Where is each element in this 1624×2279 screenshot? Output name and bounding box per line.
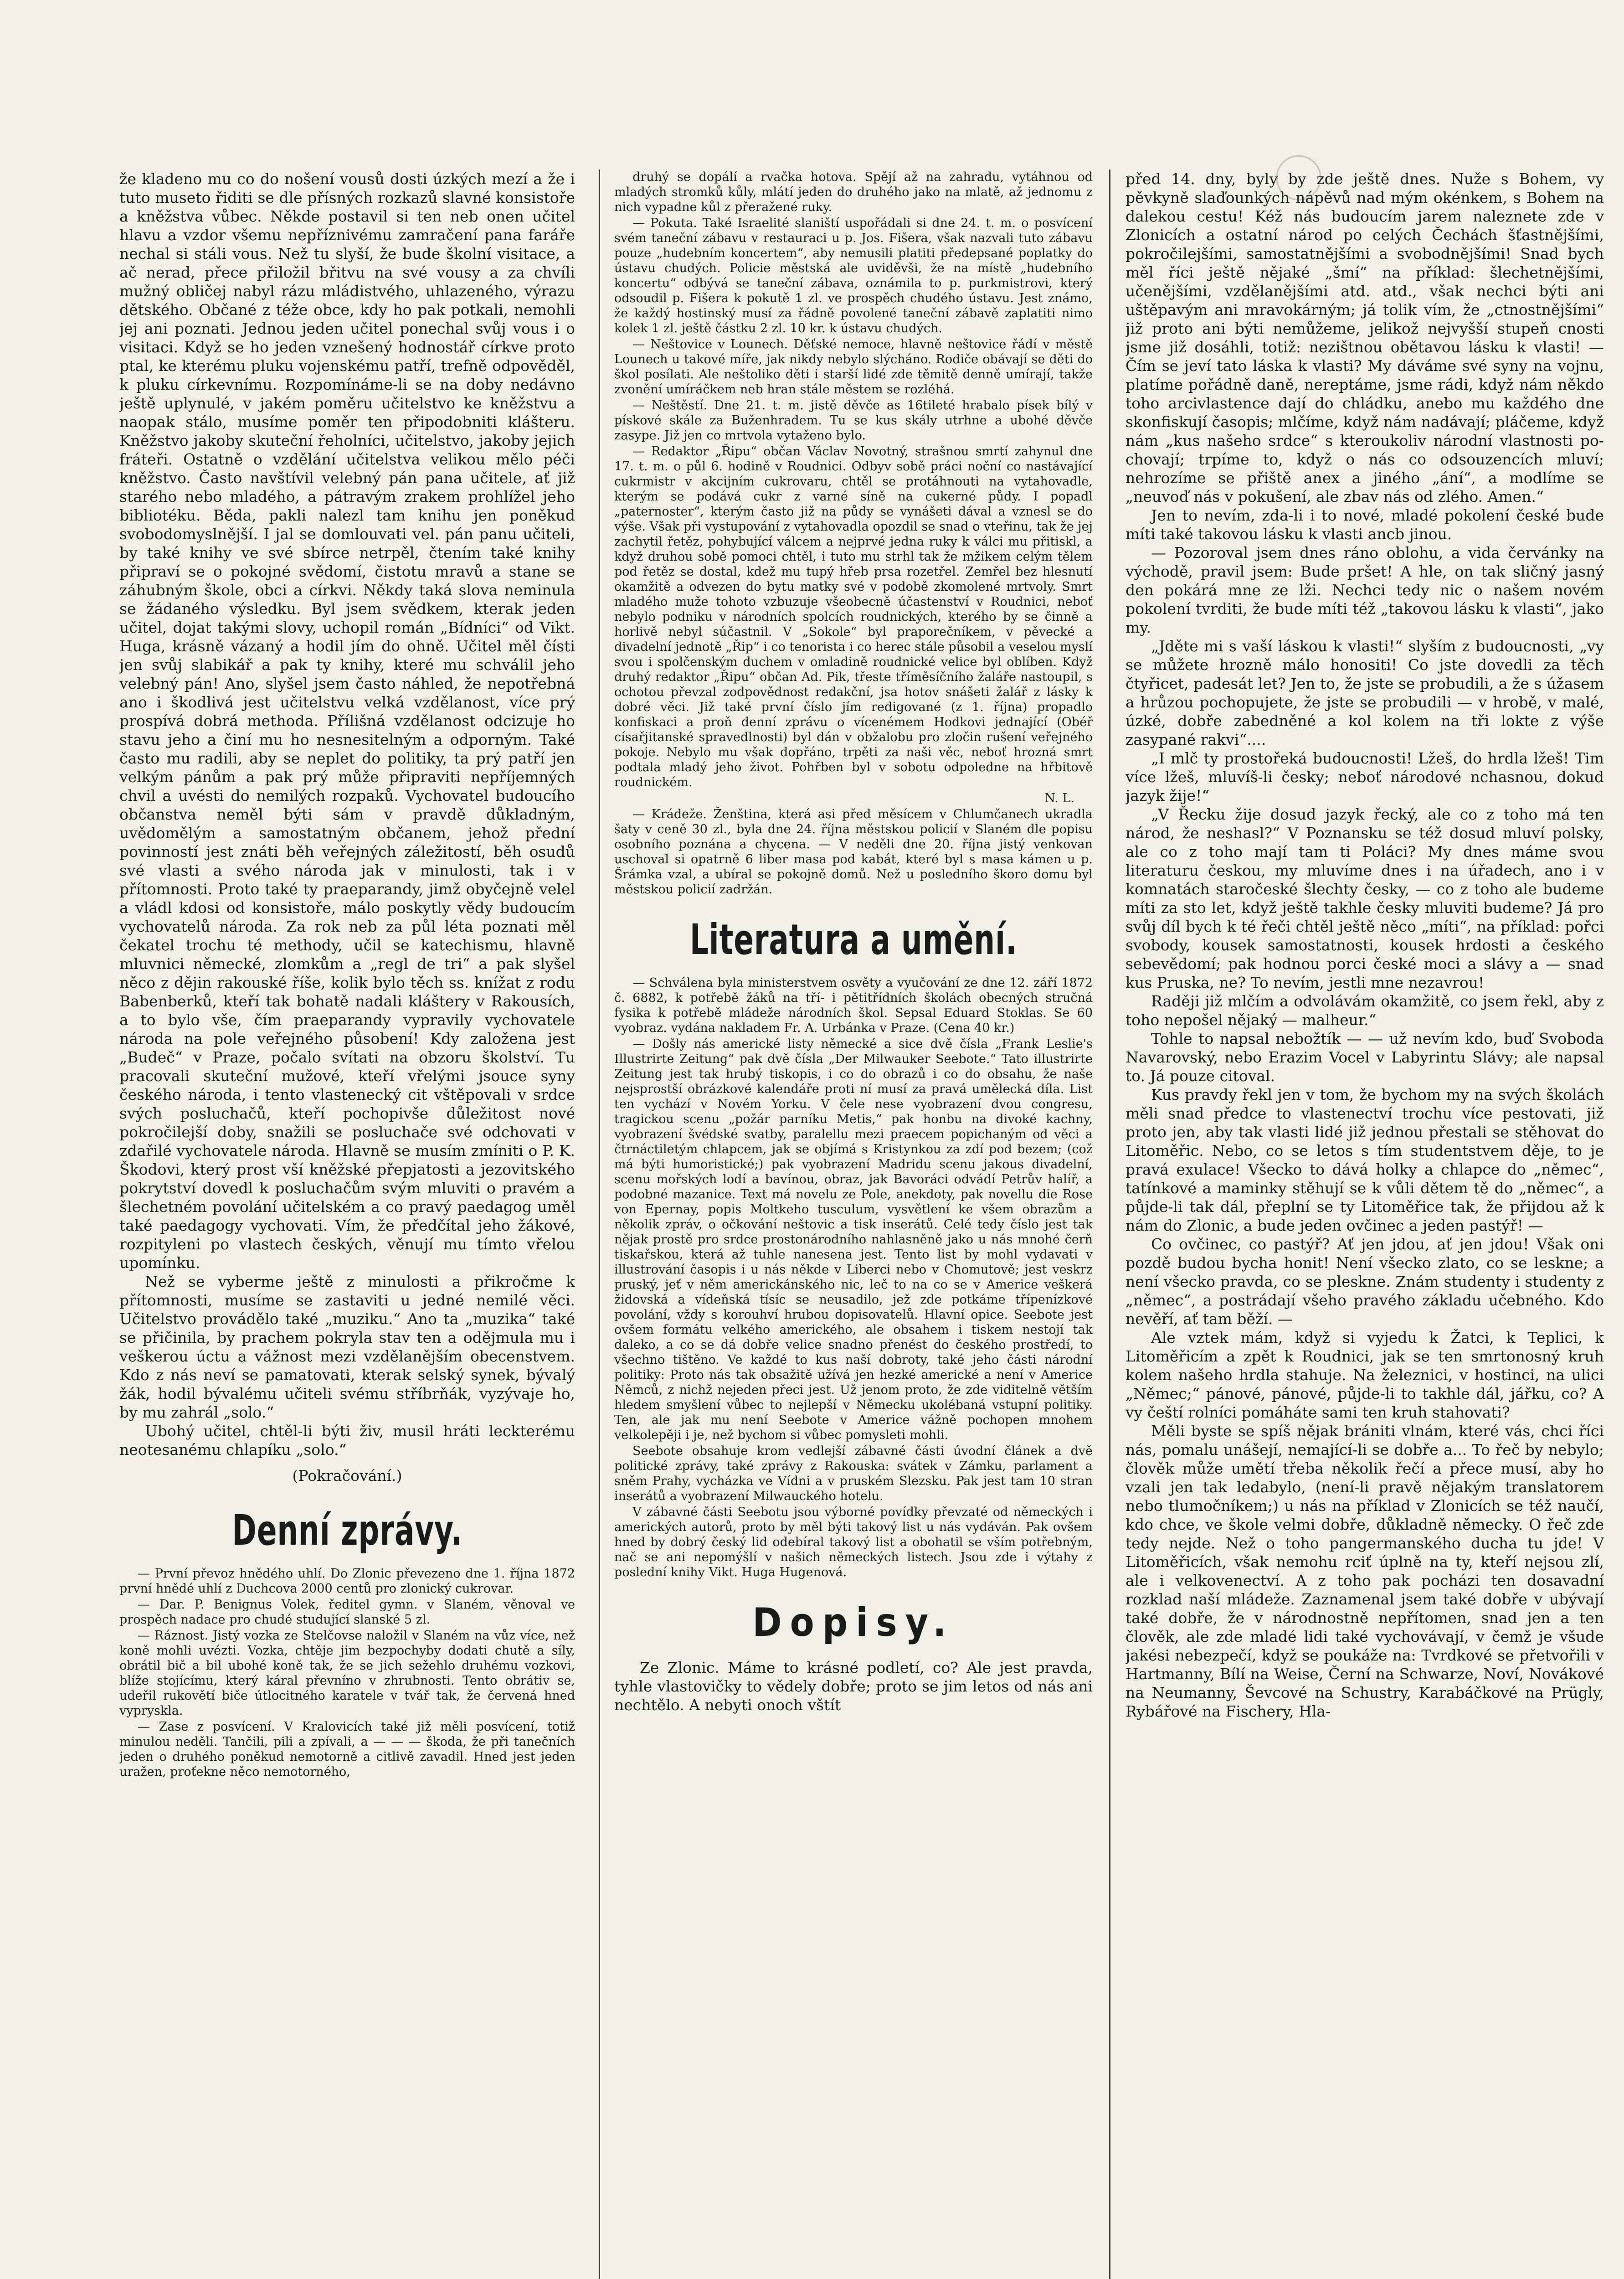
news-item: — Dar. P. Benignus Volek, ředitel gymn. v Slaném, věnoval ve prospěch nadace pro chudé studující slanské 5 zl. <box>119 1598 575 1627</box>
literature-item: Seebote obsahuje krom vedlejší zábavné části úvodní článek a dvě politické zprávy, také zprávy z Rakouska: svátek v Zámku, parlament a sněm Prahy, vycházka ve Vídni a v pruském Slezsku. Pak jest tam 10 stran inserátů a vyobrazení Milwauckého hotelu. <box>614 1444 1093 1503</box>
news-item: — První převoz hnědého uhlí. Do Zlonic převezeno dne 1. října 1872 první hnědé uhlí z Duchcova 2000 centů pro zlonický cukrovar. <box>119 1567 575 1596</box>
news-signature: N. L. <box>1044 791 1074 805</box>
letter-paragraph: Ze Zlonic. Máme to krásné podletí, co? Ale jest pravda, tyhle vlastovičky to vědely dobře; proto se jim letos od nás ani nechtělo. A nebyti onoch vštít <box>614 1659 1093 1714</box>
section-title-literature: Literatura a umění. <box>689 915 1018 964</box>
news-item: — Ráznost. Jistý vozka ze Stelčovse naložil v Slaném na vůz více, než koně mohli uvézti. Vozka, chtěje jim bezpochyby dodati chutě a síly, obrátil bič a bil ubohé koně tak, že se jich sežehlo druhému vozkovi, blíže stojícímu, který káral převníno v zhrubnosti. Tento obrátiv se, udeřil rukovětí biče útlocitného karatele v tvář tak, že červená hned vypryskla. <box>119 1629 575 1718</box>
column-right <box>1125 170 1604 2279</box>
column-divider <box>599 170 600 2279</box>
article-paragraph: Než se vyberme ještě z minulosti a přikročme k přítomnosti, musíme se zastaviti u jedné nemilé věci. Učitelstvo provádělo také „muziku.“ Ano ta „muzika“ také se přičinila, by prachem pokryla stav ten a odějmula mu i veškerou úctu a vážnost mezi vzdělanějším obecenstvem. Kdo z nás neví se pamatovati, kterak selský synek, bývalý žák, hodil bývalému učiteli svému stříbrňák, vyzývaje ho, by mu zahrál „solo.“ <box>119 1273 575 1421</box>
news-item: — Krádeže. Ženština, která asi před měsícem v Chlumčanech ukradla šaty v ceně 30 zl., byla dne 24. října městskou policií v Slaném dle popisu osobního poznána a chycena. — V neděli dne 20. října jistý venkovan uschoval si opatrně 6 liber masa pod kabát, které byl s masa kámen u p. Šrámka vzal, a ubíral se pokojně domů. Než u posledního škoro domu byl městskou policií zadržán. <box>614 807 1093 897</box>
literature-item: — Schválena byla ministerstvem osvěty a vyučování ze dne 12. září 1872 č. 6882, k potřebě žáků na tří- i pětitřídních školách obecných stručná fysika k potřebě mládeže národních škol. Sepsal Eduard Stoklas. Se 60 vyobraz. vydána nakladem Fr. A. Urbánka v Praze. (Cena 40 kr.) <box>614 976 1093 1035</box>
section-title-letters: Dopisy. <box>752 1600 955 1645</box>
news-item: — Zase z posvícení. V Kralovicích také již měli posvícení, totiž minulou neděli. Tančili, pili a zpívali, a — — — škoda, že při tanečních jeden o druhého poněkud nemotorně a citlivě zavadil. Hned jest jeden uražen, proťekne něco nemotorného, <box>119 1720 575 1779</box>
letter-paragraph: „V Řecku žije dosud jazyk řecký, ale co z toho má ten národ, že neshasl?“ V Poznansku se též dosud mluví polsky, ale co z toho mají tam ti Poláci? My dnes máme svou literaturu českou, my mluvíme dnes i na úřadech, ano i v komnatách staročeské šlechty česky, — co z toho ale budeme míti za sto let, když ještě takhle česky mluviti budeme? Já pro svůj díl bych k té řeči chtěl ještě něco „míti“, na příklad: pořci svobody, kousek samostatnosti, kousek hrdosti a českého sebevědomí; pak hodnou porci české moci a slávy a — snad kus Pruska, ne? To nevím, jestli mne nezavrou! <box>1125 805 1604 991</box>
news-list-continued <box>614 170 1093 897</box>
letter-paragraph: Tohle to napsal nebožtík — — už nevím kdo, buď Svoboda Navarovský, nebo Erazim Vocel v Labyrintu Slávy; ale napsal to. Já pouze citoval. <box>1125 1030 1604 1085</box>
library-stamp-icon <box>1271 150 1326 205</box>
article-paragraph: Ubohý učitel, chtěl-li býti živ, musil hráti leckterému neotesanému chlapíku „solo.“ <box>119 1422 575 1459</box>
continued-note: (Pokračování.) <box>292 1467 402 1485</box>
letter-paragraph: před 14. dny, byly by zde ještě dnes. Nuže s Bohem, vy pěvkyně slaďounkých nápěvů nad mým okénkem, s Bohem na dalekou cestu! Kéž nás budoucím jarem naleznete zde v Zlonicích a ostatní národ po celých Čechách šťastnějšími, pokročilejšími, samostatnějšími a svobodnějšími! Snad bych měl říci ještě nějaké „šmí“ na příklad: šlechetnějšími, učenějšími, vzdělanějšími atd. atd., však nechci býti ani uštěpavým ani mravokárným; já tolik vím, že „ctnostnějšími“ již proto ani býti nemůžeme, jelikož nejvyšší stupeň cnosti jsme již dosáhli, totiž: nezištnou obětavou lásku k vlasti! — Čím se jeví tato láska k vlasti? My dáváme své syny na vojnu, platíme pořádně daně, nereptáme, jsme rádi, když nám někdo toho arcivlastence dají do chládku, anebo mu každého dne skonfiskují časopis; mlčíme, když nám nadávají; pláčeme, když nám „kus našeho srdce“ s kteroukoliv národní vlastnosti po-chovají; trpíme to, když o nás co odsouzencích mluví; nehrozíme se přiště anex a jiného „ání“, a modlíme se „neuvoď nás v pokušení, ale zbav nás od zlého. Amen.“ <box>1125 170 1604 505</box>
article-paragraph: že kladeno mu co do nošení vousů dosti úzkých mezí a že i tuto museto řiditi se dle přísných rozkazů slavné konsistoře a kněžstva vůbec. Někde postavil si ten neb onen učitel hlavu a vzdor všemu nepříznivému zamračení pana faráře nechal si stáli vous. Než tu slyší, že bude školní visitace, a ač nerad, přece přiložil břitvu na své vousy a za chvíli mužný obličej nabyl rázu mládistvého, uhlazeného, výrazu dětského. Občané z téže obce, kdy ho pak potkali, nemohli jej ani poznati. Jednou jeden učitel ponechal svůj vous i o visitaci. Když se ho jeden vznešený hodnostář církve proto ptal, ke kterému pluku vojenskému patří, trefně odpověděl, k pluku církevnímu. Rozpomínáme-li se na doby nedávno ještě uplynulé, v jakém poměru učitelstvo ke kněžstvu a naopak stálo, musíme poměr ten připodobniti klášteru. Kněžstvo jakoby skuteční řeholníci, učitelstvo, jakoby jejich fráteři. Ostatně o vzdělání učitelstva velikou mělo péči kněžstvo. Často navštívil velebný pán pana učitele, ať již starého nebo mladého, a pátravým zrakem prohlížel jeho bibliotéku. Běda, pakli nalezl tam knihu jen poněkud svobodomyslnější. I jal se domlouvati vel. pán panu učiteli, by také knihy ve své sbírce netrpěl, čtením také knihy připraví se o pokojné svědomí, čistotu mravů a stane se záhubným škole, obci a církvi. Někdy taká slova neminula se žádaného výsledku. Byl jsem svědkem, kterak jeden učitel, dojat takými slovy, uchopil román „Bídníci“ od Vikt. Huga, krásně vázaný a hodil jím do ohně. Učitel měl čísti jen svůj slabikář a pak ty knihy, které mu schválil jeho velebný pán! Ano, slyšel jsem často náhled, že nepotřebná ano i škodlivá jest učitelstvu velká vzdělanost, více prý prospívá dobrá methoda. Přílišná vzdělanost odcizuje ho stavu jeho a činí mu ho nesnesitelným a odporným. Také často mu radili, aby se neplet do politiky, ta prý patří jen velkým pánům a pak prý může připraviti nepříjemných chvil a uvésti do nemilých rozpaků. Vychovatel budoucího občanstva neměl býti sám v pravdě důkladným, uvědomělým a samostatným občanem, jehož přední povinností jest znáti běh veřejných záležitostí, běh osudů své vlasti a svého národa jak v minulosti, tak i v přítomnosti. Proto také ty praeparandy, jimž obyčejně velel a vládl kdosi od konsistoře, málo poskytly vědy budoucím vychovatelů národa. Za rok neb za půl léta poznati měl čekatel trochu té methody, učil se katechismu, hlavně mluvnici německé, zlomkům a „regl de tri“ a pak slyšel něco z dějin rakouské říše, kolik bylo těch ss. knížat z rodu Babenberků, kteří tak bohatě nadali kláštery v Rakousích, a to bylo vše, čím praeparandy vypravily vychovatele národa na pole veřejného působení! Kdy založena jest „Budeč“ v Praze, počalo svítati na obzoru školství. Tu pracovali skuteční mužové, kteří vřelými jsouce syny českého národa, i tento vlastenecký cit vštěpovali v srdce svých posluchačů, kteří pochopivše důležitost nové pokročilejší doby, snažili se posluchače své odchovati v zdařilé vychovatele národa. Hlavně se musím zmíniti o P. K. Škodovi, který prost vší kněžské přepjatosti a jezovitského pokrytství dovedl k posluchačům svým mluviti o pravém a šlechetném povolání učitelském a co pravý paedagog uměl také paedagogy vychovati. Vím, že předčítal jeho žákové, rozpityleni po vlastech českých, věnují mu tímto vřelou upomínku. <box>119 170 575 1272</box>
literature-item: V zábavné části Seebotu jsou výborné povídky převzaté od německých i amerických autorů, proto by měl býti takový list u nás vydáván. Pak ovšem hned by dobrý český lid odebíral takový list a obohatil se vším potřebným, nač se ani nepomýšlí v našich německých listech. Jsou zde i výtahy z poslední knihy Vikt. Huga Hugenová. <box>614 1505 1093 1579</box>
letter-paragraph: „I mlč ty prostořeká budoucnosti! Lžeš, do hrdla lžeš! Tim více lžeš, mluvíš-li česky; neboť národové nchasnou, dokud jazyk žije!“ <box>1125 749 1604 804</box>
letter-paragraph: Raději již mlčím a odvolávám okamžitě, co jsem řekl, aby z toho nepošel nějaký — malheur.“ <box>1125 992 1604 1029</box>
column-left <box>119 170 575 2279</box>
news-item: — Pokuta. Také Israelité slaniští uspořádali si dne 24. t. m. o posvícení svém taneční zábavu v restauraci u p. Jos. Fišera, však nazvali tuto zábavu pouze „hudebním koncertem“, aby nemusili platiti předepsané poplatky do ústavu chudých. Policie městská ale uviděvši, že na místě „hudebního koncertu“ odbývá se taneční zábava, oznámila to p. purkmistrovi, který odsoudil p. Fišera k pokutě 1 zl. ve prospěch chudého ústavu. Jest známo, že každý hostinský musí za řádně povolené taneční zábavě zaplatiti nimo kolek 1 zl. ještě částku 2 zl. 10 kr. k ústavu chudých. <box>614 216 1093 335</box>
column-divider <box>1109 170 1110 2279</box>
letter-paragraph: — Pozoroval jsem dnes ráno oblohu, a vida červánky na východě, pravil jsem: Bude pršet! A hle, on tak sličný jasný den pokárá mne ze lži. Nechci tedy nic o našem novém pokolení tvrditi, že bude míti též „takovou lásku k vlasti“, jako my. <box>1125 544 1604 636</box>
news-item: — Neštovice v Lounech. Děťské nemoce, hlavně neštovice řádí v městě Lounech u takové míře, jak nikdy nebylo slýcháno. Rodiče obávají se děti do škol posílati. Ale neštoliko děti i starší lidé zde těmitě denně umírají, takže zvonění umíráčkem neb hran stále městem se rozléhá. <box>614 337 1093 397</box>
column-middle <box>614 170 1093 2279</box>
news-item: druhý se dopálí a rvačka hotova. Spějí až na zahradu, vytáhnou od mladých stromků kůly, mlátí jeden do druhého jako na mlatě, až jednomu z nich vypadne kůl z přeražené ruky. <box>614 170 1093 214</box>
letter-paragraph: Měli byste se spíš nějak brániti vlnám, které vás, chci říci nás, pomalu unášejí, nemající-li se dobře a... To řeč by nebylo; člověk může umětí třeba několik řečí a přece musí, aby ho vzali jen tak ledabylo, (není-li pravě nějakým translatorem nebo tlumočníkem;) u nás na příklad v Zlonicích se též naučí, kdo chce, ve škole velmi dobře, důkladně německy. O řeč zde tedy nejde. Než o toho pangermanského ducha tu jde! V Litoměřicích, však nemohu rciť úplně na ty, kteří nejsou zlí, ale i velkovenectví. A z toho pak pocházi ten dosavadní rozklad naší mládeže. Zaznamenal jsem také dobře v ubývají také dobře, že v národnostně nepřítomen, snad jen a ten člověk, ale zde mladé lidi také vychovávají, v čemž je všude jakési nebezpečí, když se poukáže na: Tvrdkové se přetvořili v Hartmanny, Bílí na Weise, Černí na Schwarze, Noví, Novákové na Neumanny, Ševcové na Schustry, Karabáčkové na Prügly, Rybářové na Fischery, Hla- <box>1125 1422 1604 1720</box>
letter-paragraph: Ale vztek mám, když si vyjedu k Žatci, k Teplici, k Litoměřicím a zpět k Roudnici, jak se ten smrtonosný kruh kolem našeho hrdla stahuje. Na železnici, v hostinci, na ulici „Němec;“ pánové, pánové, půjde-li to takhle dál, jářku, co? A vy čeští rolníci pomáháte sami ten kruh stahovati? <box>1125 1329 1604 1421</box>
section-title-daily-news: Denní zprávy. <box>232 1506 463 1555</box>
news-list <box>119 1566 575 1779</box>
literature-list <box>614 975 1093 1580</box>
letter-paragraph: „Jděte mi s vaší láskou k vlasti!“ slyším z budoucnosti, „vy se můžete hrozně málo honositi! Co jste dovedli za těch čtyřicet, padesát let? Jen to, že jste se probudili, a že s úžasem a hrůzou pochopujete, že jste se probudili — v hrobě, v malé, úzké, dobře zabedněné a kol kolem na tři lokte z výše zasypané rakvi“.... <box>1125 637 1604 748</box>
literature-item: — Došly nás americké listy německé a sice dvě čísla „Frank Leslie's Illustrirte Zeitung“ pak dvě čísla „Der Milwauker Seebote.“ Tato illustrirte Zeitung jest tak hrubý tiskopis, i co do obrazů i co do obsahu, že naše nejsprostší obrázkové kalendáře proti ní musí za pravá umělecká díla. List ten vychází v Novém Yorku. V čele nese vyobrazení dvou congresu, tragickou scenu „požár parníku Metis,“ pak honbu na divoké kachny, vyobrazení švédské svatby, paralellu mezi praecem popichaným od věci a čtrnáctiletým chlapcem, jak se objímá s Kristynkou za zdí pod bezem; (což má býti humoristické;) pak vyobrazení Madridu scenu jakous divadelní, scenu mořských lodí a bavínou, obraz, jak Bavoráci odvádí Petrův halíř, a podobné mazanice. Text má novelu ze Pole, anekdoty, pak novellu die Rose von Epernay, popis Moltkeho tusculum, vysvětlení ke všem obrazům a několik zpráv, o očkování neštovic a tisk inserátů. Celé tedy číslo jest tak nějak prostě pro srdce prostonárodního nahlasněně jako u nás mnohé čerň tiskařskou, která až tuhle nanesena jest. Tento list by mohl vydavati v illustrování časopis i u nás někde v Liberci nebo v Chomutově; jest veskrz pruský, jeť v něm americkánského nic, leč to na co se v Americe veškerá židovská a vídeňská tísíc se neusadilo, jež zde potkáme třípenízkové povolání, vždy s korouhví hrubou dopisovatelů. Hlavní opice. Seebote jest ovšem formátu velkého amerického, ale obsahem i tiskem nestojí tak daleko, a co se dá dobře velice snadno přenést do českého prostředí, to všechno tištěno. Ve každé to kus naší dobroty, také jeho části národní politiky: Proto nás tak obsažitě užívá jen hezké americké a není v Americe Němců, z nichž nejeden přeci jest. Už jenom proto, že zde viditelně větším hledem smyšlení vůbec to nejlepší v Německu ukolébaná vstupní politiky. Ten, ale jak mu není Seebote v Americe vážně pochopen mnohem velkolepěji i je, než bychom si vůbec pomysleti mohli. <box>614 1037 1093 1442</box>
news-item: — Redaktor „Řipu“ občan Václav Novotný, strašnou smrtí zahynul dne 17. t. m. o půl 6. hodině v Roudnici. Odbyv sobě práci noční co nastávající cukrmistr v akcijním cukrovaru, chtěl se protáhnouti na vytahovadle, kterým se podává cukr z varné síně na cukerné půdy. I popadl „paternoster“, kterým často již na půdy se vynášeti dával a vznesl se do výše. Však při vystupování z vytahovadla opozdil se snad o vteřinu, tak že jej zachytil řetěz, pohybující válcem a nejprvé jedna ruky k válci mu přitiskl, a když druhou sobě pomoci chtěl, i tuto mu strhl tak že mžikem celým tělem pod řetěz se dostal, kdež mu tupý hřeb prsa rozetřel. Zemřel bez hlesnutí okamžitě a odvezen do bytu matky své v podobě zkomolené mrtvoly. Smrt mladého muže tohoto vzbuzuje všeobecně účastenství v Roudnici, neboť nebylo podniku v národních spolcích roudnických, kterého by se činně a horlivě nebyl súčastnil. V „Sokole“ byl praporečníkem, v pěvecké a divadelní jednotě „Řip“ i co tenorista i co herec stále působil a veselou myslí svou i spolčenským duchem v omladině roudnické velice byl oblíben. Když druhý redaktor „Řipu“ občan Ad. Pik, třeste tříměsíčního žaláře nastoupil, s ochotou převzal zodpovědnost redakční, jsa hotov snášeti žalář z lásky k dobré věci. Již také první číslo jím redigované (z 1. října) propadlo konfiskaci a proň denní zprávu o vícenémem Hodkovi jednající (Obéř císařjitanské spravedlnosti) byl dán v obžalobu pro zločin rušení veřejného pokoje. Nebylo mu však dopřáno, trpěti za naši věc, neboť hrozná smrt podtala mladý jeho život. Pohřben byl v sobotu odpoledne na hřbitově roudnickém. <box>614 444 1093 789</box>
letter-paragraph: Kus pravdy řekl jen v tom, že bychom my na svých školách měli snad předce to vlastenectví trochu více pestovati, již proto jen, aby tak vlasti lidé již jednou přestali se stěhovat do Litoměřic. Nebo, co se letos s tím studentstvem děje, to je pravá exulace! Všecko to dává holky a chlapce do „němec“, tatínkové a maminky stěhují se k vůli dětem tě do „němec“, a půjde-li tak dál, přeplní se ty Litoměřice tak, že přijdou až k nám do Zlonic, a bude jeden ovčinec a jeden pastýř! — <box>1125 1086 1604 1234</box>
letter-paragraph: Co ovčinec, co pastýř? Ať jen jdou, ať jen jdou! Však oni pozdě budou bycha honit! Není všecko zlato, co se leskne; a není všecko pravda, co se pleskne. Znám studenty i studenty z „němec“, a postrádají všeho pravého základu učebného. Kdo nevěří, ať tam běží. — <box>1125 1235 1604 1328</box>
letter-paragraph: Jen to nevím, zda-li i to nové, mladé pokolení české bude míti také takovou lásku k vlasti ancb jinou. <box>1125 506 1604 543</box>
news-item: — Neštěstí. Dne 21. t. m. jistě děvče as 16tileté hrabalo písek bílý v pískové skále za Buženhradem. Tu se kus skály utrhne a ubohé děvče zasype. Již jen co mrtvola vytaženo bylo. <box>614 398 1093 443</box>
